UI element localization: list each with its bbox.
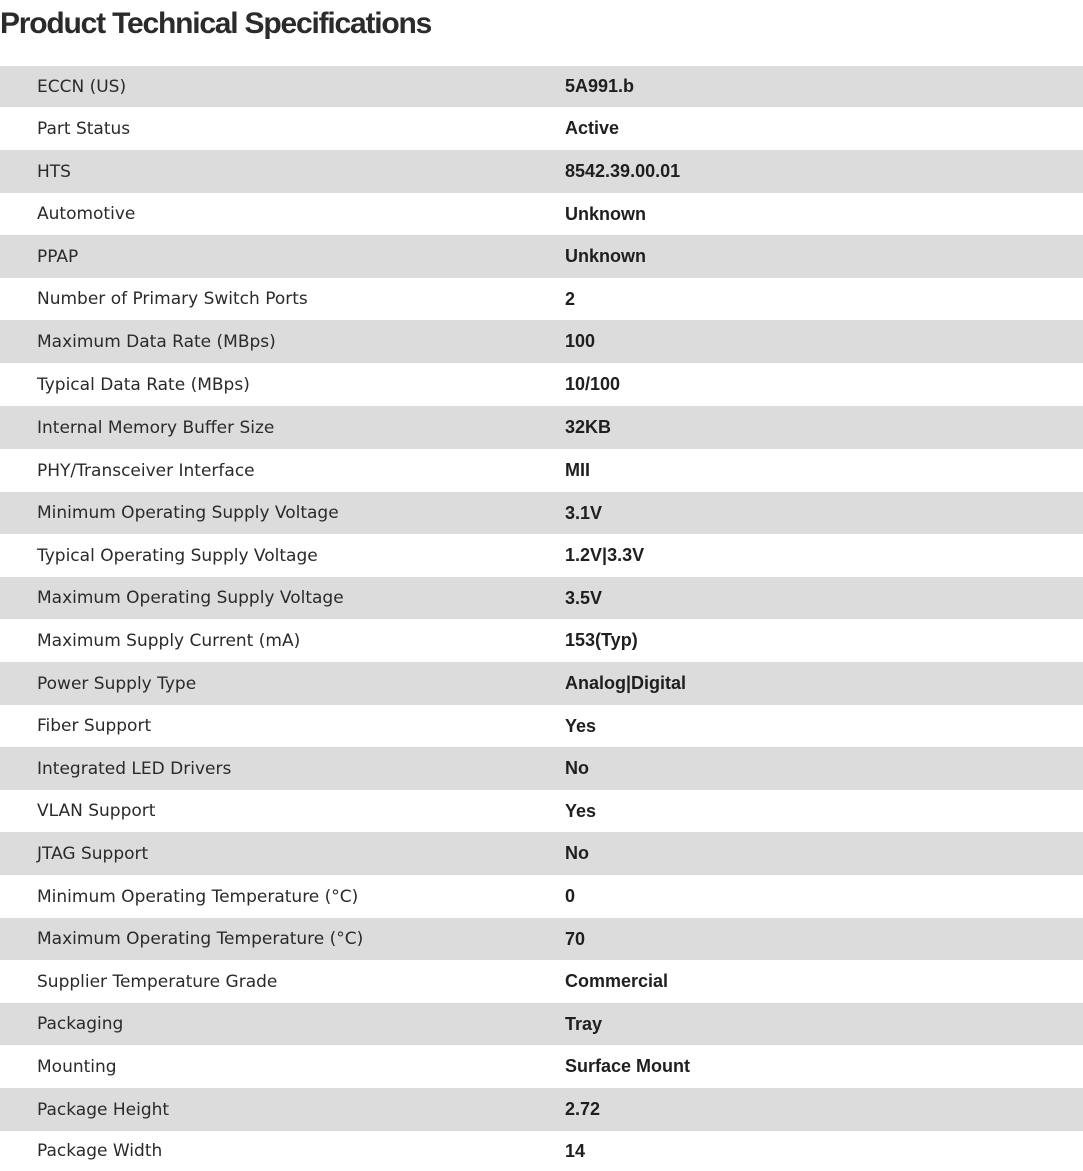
spec-value: No bbox=[565, 758, 589, 778]
spec-value: No bbox=[565, 843, 589, 863]
spec-row bbox=[0, 449, 1083, 492]
spec-row bbox=[0, 875, 1083, 918]
spec-label: Part Status bbox=[37, 118, 131, 139]
spec-label: Minimum Operating Temperature (°C) bbox=[37, 886, 359, 907]
spec-label: Package Width bbox=[37, 1141, 163, 1161]
spec-value: 153(Typ) bbox=[565, 630, 638, 650]
spec-row bbox=[0, 1088, 1083, 1131]
spec-value: 32KB bbox=[565, 417, 612, 437]
spec-row bbox=[0, 832, 1083, 875]
spec-value: 0 bbox=[565, 886, 576, 906]
spec-label: PPAP bbox=[37, 246, 79, 267]
spec-value: Unknown bbox=[565, 246, 646, 266]
spec-row bbox=[0, 150, 1083, 193]
spec-row bbox=[0, 492, 1083, 534]
spec-label: Number of Primary Switch Ports bbox=[37, 289, 308, 309]
spec-row bbox=[0, 790, 1083, 832]
spec-label: Integrated LED Drivers bbox=[37, 758, 232, 779]
spec-label: Maximum Data Rate (MBps) bbox=[37, 331, 276, 352]
spec-row bbox=[0, 406, 1083, 449]
spec-label: Internal Memory Buffer Size bbox=[37, 417, 275, 438]
spec-label: HTS bbox=[37, 161, 71, 182]
spec-row bbox=[0, 534, 1083, 577]
spec-value: Analog|Digital bbox=[565, 673, 687, 693]
spec-row bbox=[0, 918, 1083, 960]
spec-label: JTAG Support bbox=[37, 843, 149, 864]
spec-label: Maximum Operating Temperature (°C) bbox=[37, 929, 364, 949]
spec-value: 2.72 bbox=[565, 1099, 601, 1119]
spec-row bbox=[0, 278, 1083, 320]
spec-value: 100 bbox=[565, 331, 596, 351]
spec-label: Fiber Support bbox=[37, 716, 152, 736]
spec-row bbox=[0, 705, 1083, 747]
spec-value: Yes bbox=[565, 800, 597, 821]
spec-label: Maximum Supply Current (mA) bbox=[37, 630, 301, 651]
spec-value: 3.1V bbox=[565, 502, 603, 523]
spec-label: Supplier Temperature Grade bbox=[37, 971, 278, 992]
spec-value: Unknown bbox=[565, 203, 646, 224]
spec-value: 3.5V bbox=[565, 587, 603, 608]
spec-value: 2 bbox=[565, 288, 576, 309]
spec-row bbox=[0, 1003, 1083, 1045]
spec-value: 70 bbox=[565, 928, 586, 949]
spec-row bbox=[0, 960, 1083, 1003]
spec-value: Yes bbox=[565, 715, 597, 736]
spec-value: Surface Mount bbox=[565, 1056, 691, 1076]
spec-label: Maximum Operating Supply Voltage bbox=[37, 588, 344, 608]
spec-value: 1.2V|3.3V bbox=[565, 545, 645, 565]
spec-value: 5A991.b bbox=[565, 76, 635, 96]
spec-row bbox=[0, 363, 1083, 406]
spec-value: Tray bbox=[565, 1013, 603, 1034]
spec-label: Packaging bbox=[37, 1014, 124, 1034]
spec-label: VLAN Support bbox=[37, 801, 156, 821]
spec-value: Commercial bbox=[565, 971, 669, 991]
spec-value: 8542.39.00.01 bbox=[565, 161, 681, 181]
spec-label: Automotive bbox=[37, 204, 136, 224]
spec-row bbox=[0, 66, 1083, 107]
page-title: Product Technical Specifications bbox=[0, 7, 432, 40]
spec-value: 10/100 bbox=[565, 374, 621, 394]
spec-row bbox=[0, 1045, 1083, 1088]
spec-row bbox=[0, 577, 1083, 619]
spec-label: ECCN (US) bbox=[37, 76, 127, 97]
spec-row bbox=[0, 320, 1083, 363]
spec-value: MII bbox=[565, 460, 590, 480]
spec-label: Package Height bbox=[37, 1099, 170, 1120]
spec-label: Power Supply Type bbox=[37, 673, 197, 694]
spec-label: Typical Data Rate (MBps) bbox=[37, 374, 250, 395]
spec-label: Typical Operating Supply Voltage bbox=[37, 545, 318, 566]
spec-label: PHY/Transceiver Interface bbox=[37, 460, 255, 481]
spec-table bbox=[0, 66, 1083, 1171]
spec-row bbox=[0, 747, 1083, 790]
spec-label: Mounting bbox=[37, 1056, 117, 1077]
spec-value: 14 bbox=[565, 1140, 586, 1161]
spec-row bbox=[0, 1131, 1083, 1171]
spec-row bbox=[0, 662, 1083, 705]
spec-row bbox=[0, 235, 1083, 278]
spec-row bbox=[0, 107, 1083, 150]
spec-label: Minimum Operating Supply Voltage bbox=[37, 503, 339, 523]
spec-value: Active bbox=[565, 118, 620, 138]
spec-row bbox=[0, 193, 1083, 235]
spec-row bbox=[0, 619, 1083, 662]
